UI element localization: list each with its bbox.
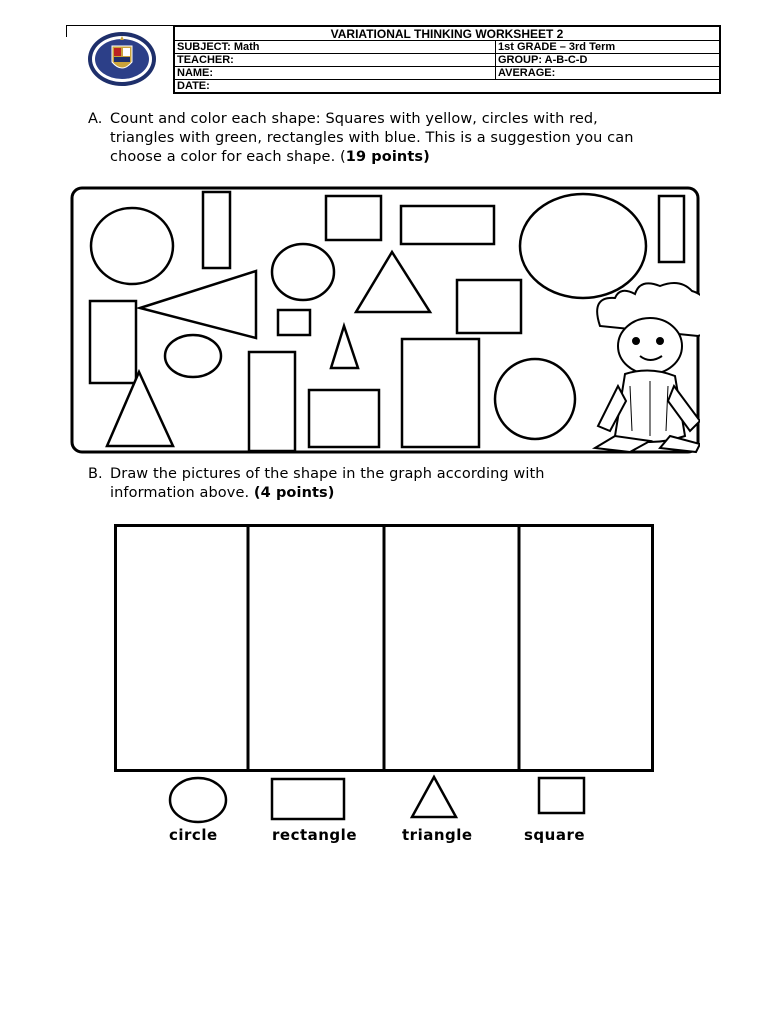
- shape-rectangle: [326, 196, 381, 240]
- pictograph-grid: [114, 524, 654, 772]
- shape-rectangle: [659, 196, 684, 262]
- worksheet-title: VARIATIONAL THINKING WORKSHEET 2: [175, 27, 720, 41]
- section-b-line1: Draw the pictures of the shape in the graph according with: [110, 466, 545, 482]
- section-a-line2: triangles with green, rectangles with blue. This is a suggestion you can: [110, 130, 634, 146]
- grade-field: 1st GRADE – 3rd Term: [496, 41, 720, 54]
- shape-circle: [91, 208, 173, 284]
- section-a-points: 19 points): [345, 149, 430, 165]
- shape-rectangle: [401, 206, 494, 244]
- average-field: AVERAGE:: [496, 67, 720, 80]
- shape-square: [278, 310, 310, 335]
- legend-triangle-label: triangle: [402, 826, 473, 844]
- legend-triangle-icon: [412, 777, 456, 817]
- section-b-line2: information above.: [110, 485, 254, 501]
- section-b-label: B.: [88, 466, 103, 482]
- shape-rectangle: [249, 352, 295, 451]
- section-a-label: A.: [88, 111, 103, 127]
- shape-circle: [272, 244, 334, 300]
- legend-rectangle-label: rectangle: [272, 826, 357, 844]
- teacher-field: TEACHER:: [175, 54, 496, 67]
- legend-circle-icon: [170, 778, 226, 822]
- shape-rectangle: [402, 339, 479, 447]
- shape-rectangle: [203, 192, 230, 268]
- group-field: GROUP: A-B-C-D: [496, 54, 720, 67]
- section-a-instructions: [88, 110, 634, 167]
- name-field: NAME:: [175, 67, 496, 80]
- section-a-line3: choose a color for each shape. (: [110, 149, 346, 165]
- section-a-line1: Count and color each shape: Squares with yellow, circles with red,: [110, 111, 598, 127]
- shape-square: [309, 390, 379, 447]
- date-field: DATE:: [175, 80, 720, 93]
- shape-rectangle: [457, 280, 521, 333]
- legend-circle-label: circle: [169, 826, 218, 844]
- legend-square-icon: [539, 778, 584, 813]
- shapes-box: [70, 186, 700, 454]
- shape-rectangle: [90, 301, 136, 383]
- legend-square-label: square: [524, 826, 586, 844]
- shape-circle: [495, 359, 575, 439]
- legend-rectangle-icon: [272, 779, 344, 819]
- shape-circle: [165, 335, 221, 377]
- header-corner-tick: [66, 25, 67, 37]
- worksheet-header: [173, 25, 721, 94]
- section-b-points: (4 points): [253, 485, 335, 501]
- header-corner-line: [66, 25, 174, 26]
- school-crest-icon: [86, 30, 158, 88]
- subject-field: SUBJECT: Math: [175, 41, 496, 54]
- section-b-instructions: [88, 465, 545, 503]
- shape-circle: [520, 194, 646, 298]
